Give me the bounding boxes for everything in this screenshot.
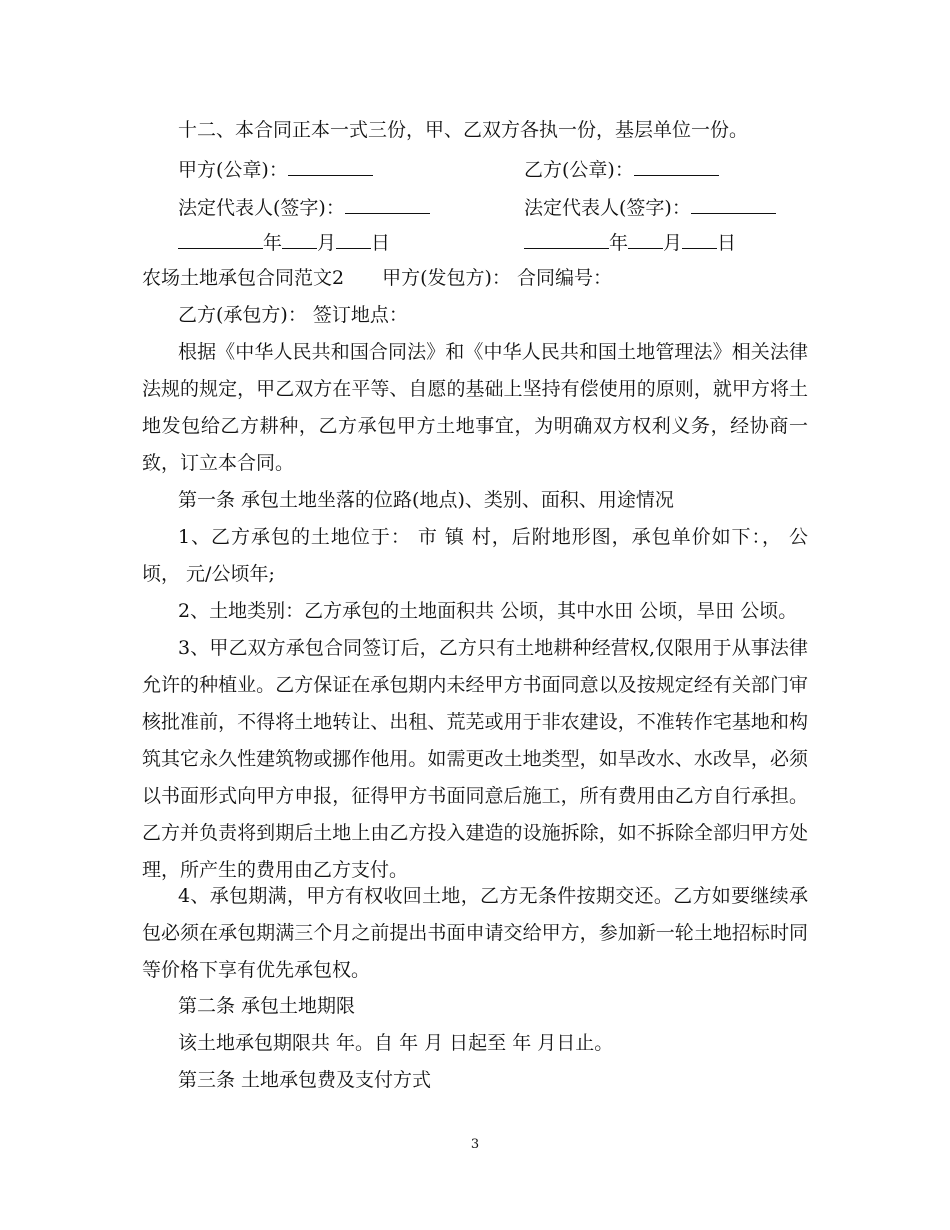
article-2-text: 该土地承包期限共 年。自 年 月 日起至 年 月日止。 <box>178 1032 614 1054</box>
blank-line <box>634 157 719 176</box>
rep-b-label: 法定代表人(签字)： <box>524 197 691 219</box>
clause-12: 十二、本合同正本一式三份，甲、乙双方各执一份，基层单位一份。 <box>178 119 749 141</box>
party-b-seal <box>524 157 719 182</box>
month-label: 月 <box>663 232 683 254</box>
blank-line <box>336 230 371 249</box>
article-2-title: 第二条 承包土地期限 <box>178 995 356 1017</box>
blank-line <box>288 157 373 176</box>
article-1-item-3: 3、甲乙双方承包合同签订后，乙方只有土地耕种经营权,仅限用于从事法律允许的种植业。乙方保证在承包期内未经甲方书面同意以及按规定经有关部门审核批准前，不得将土地转让、出租、荒芜或用于非农建设，不准转作宅基地和构筑其它永久性建筑物或挪作他用。如需更改土地类型，如旱改水、水改旱，必须以书面形式向甲方申报，征得甲方书面同意后施工，所有费用由乙方自行承担。乙方并负责将到期后土地上由乙方投入建造的设施拆除，如不拆除全部归甲方处理，所产生的费用由乙方支付。 <box>142 637 808 881</box>
party-b-seal-label: 乙方(公章)： <box>524 159 634 181</box>
party-a-seal-label: 甲方(公章)： <box>178 159 288 181</box>
article-1-item-4: 4、承包期满，甲方有权收回土地，乙方无条件按期交还。乙方如要继续承包必须在承包期满三个月之前提出书面申请交给甲方，参加新一轮土地招标时同等价格下享有优先承包权。 <box>142 885 808 981</box>
blank-line <box>345 195 430 214</box>
year-label: 年 <box>263 232 283 254</box>
blank-line <box>682 230 717 249</box>
party-b-line: 乙方(承包方)： 签订地点： <box>178 304 408 326</box>
article-1-title: 第一条 承包土地坐落的位路(地点)、类别、面积、用途情况 <box>178 489 674 511</box>
day-label: 日 <box>717 232 737 254</box>
date-a <box>178 230 390 255</box>
rep-a <box>178 195 430 220</box>
page-number: 3 <box>470 1137 480 1152</box>
day-label: 日 <box>371 232 391 254</box>
title-2: 农场土地承包合同范文2 甲方(发包方)： 合同编号： <box>142 267 612 289</box>
article-3-title: 第三条 土地承包费及支付方式 <box>178 1069 432 1091</box>
blank-line <box>524 230 609 249</box>
date-b <box>524 230 736 255</box>
blank-line <box>178 230 263 249</box>
blank-line <box>691 195 776 214</box>
article-1-item-2: 2、土地类别：乙方承包的土地面积共 公顷，其中水田 公顷，旱田 公顷。 <box>178 600 798 622</box>
blank-line <box>628 230 663 249</box>
intro-paragraph: 根据《中华人民共和国合同法》和《中华人民共和国土地管理法》相关法律法规的规定，甲乙双方在平等、自愿的基础上坚持有偿使用的原则，就甲方将土地发包给乙方耕种，乙方承包甲方土地事宜，为明确双方权利义务，经协商一致，订立本合同。 <box>142 341 808 474</box>
party-a-seal <box>178 157 373 182</box>
month-label: 月 <box>317 232 337 254</box>
rep-b <box>524 195 776 220</box>
blank-line <box>282 230 317 249</box>
article-1-item-1: 1、乙方承包的土地位于： 市 镇 村，后附地形图，承包单价如下：， 公顷， 元/公顷年; <box>142 526 808 585</box>
rep-a-label: 法定代表人(签字)： <box>178 197 345 219</box>
year-label: 年 <box>609 232 629 254</box>
